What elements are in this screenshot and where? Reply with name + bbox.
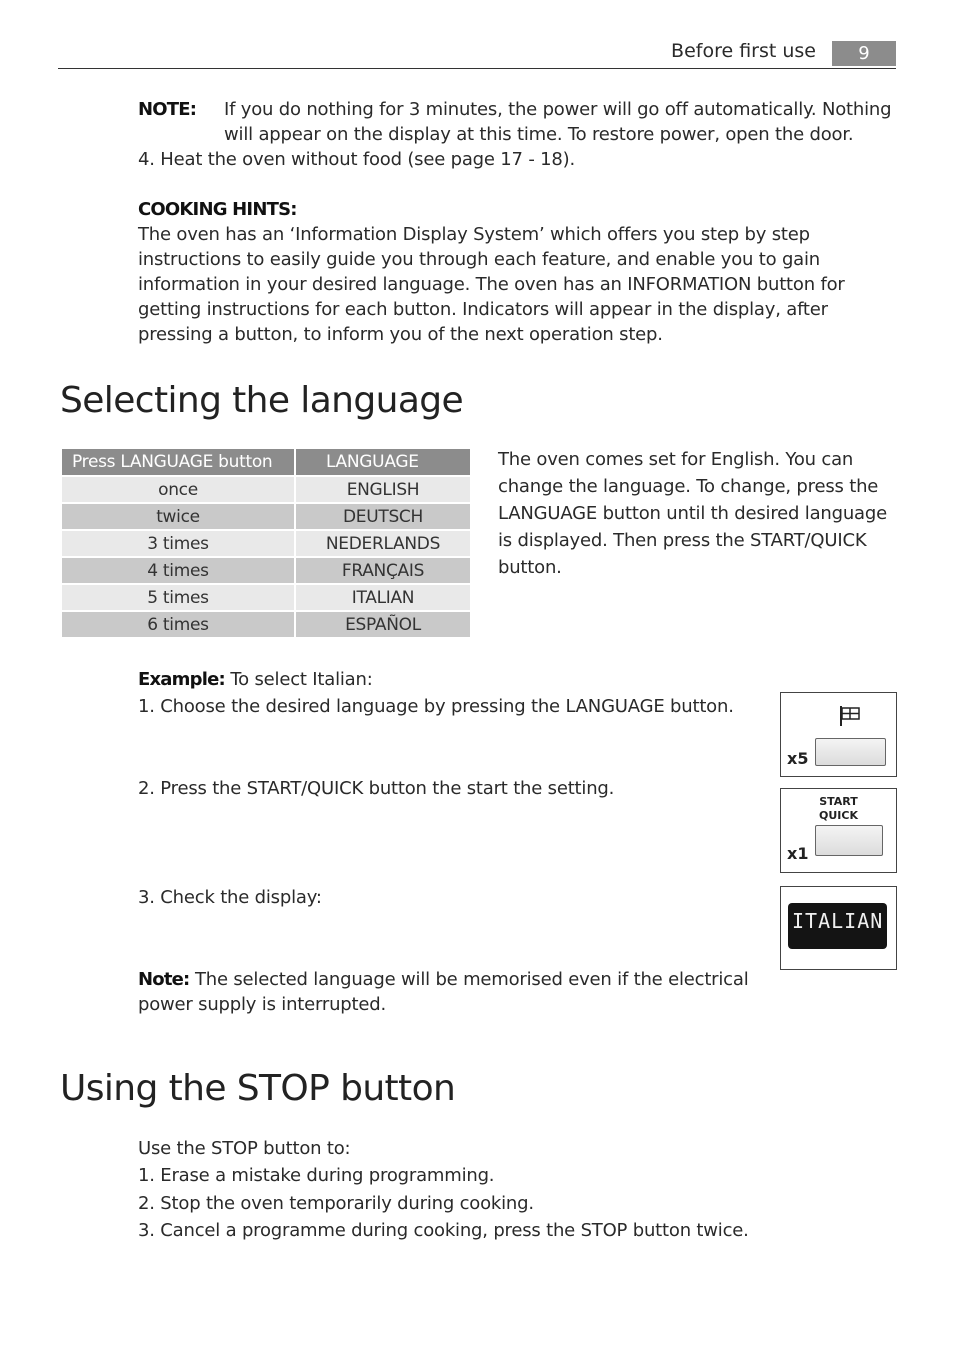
language-intro-line: button.	[498, 557, 562, 578]
table-header-row	[61, 448, 471, 476]
stop-item: 1. Erase a mistake during programming.	[138, 1165, 495, 1186]
example-step-3: 3. Check the display:	[138, 887, 322, 908]
quick-label: QUICK	[819, 809, 858, 822]
header-section-title: Before first use	[671, 40, 816, 62]
note-line-1: If you do nothing for 3 minutes, the power will go off automatically. Nothing	[224, 99, 892, 120]
press-count: x1	[787, 844, 809, 863]
example-heading	[138, 667, 373, 692]
example-step-1: 1. Choose the desired language by pressing the LANGUAGE button.	[138, 696, 734, 717]
table-cell-presses: 5 times	[61, 584, 295, 611]
stop-item: 3. Cancel a programme during cooking, press the STOP button twice.	[138, 1220, 749, 1241]
display-text: ITALIAN	[792, 909, 884, 933]
table-cell-language: ESPAÑOL	[295, 611, 471, 638]
stop-intro: Use the STOP button to:	[138, 1138, 351, 1159]
table-cell-language: ITALIAN	[295, 584, 471, 611]
cooking-hints-line: instructions to easily guide you through each feature, and enable you to gain	[138, 249, 821, 270]
language-key[interactable]	[815, 738, 886, 766]
table-cell-presses: twice	[61, 503, 295, 530]
example-text: To select Italian:	[224, 669, 373, 690]
start-label: START	[819, 795, 858, 808]
oven-display	[788, 903, 887, 949]
language-intro-line: is displayed. Then press the START/QUICK	[498, 530, 867, 551]
note-label: NOTE:	[138, 99, 197, 120]
table-cell-language: FRANÇAIS	[295, 557, 471, 584]
table-cell-language: DEUTSCH	[295, 503, 471, 530]
press-count: x5	[787, 749, 809, 768]
cooking-hints-line: information in your desired language. The oven has an INFORMATION button for	[138, 274, 845, 295]
example-label: Example:	[138, 669, 225, 690]
section-title-stop-button: Using the STOP button	[60, 1068, 456, 1109]
table-cell-presses: once	[61, 476, 295, 503]
table-cell-language: NEDERLANDS	[295, 530, 471, 557]
table-row	[61, 476, 471, 503]
header-rule	[58, 68, 896, 69]
table-row	[61, 530, 471, 557]
note2-line-2: power supply is interrupted.	[138, 994, 387, 1015]
language-intro-line: change the language. To change, press the	[498, 476, 879, 497]
language-table	[60, 447, 472, 639]
cooking-hints-label: COOKING HINTS:	[138, 199, 297, 220]
stop-item: 2. Stop the oven temporarily during cooking.	[138, 1193, 534, 1214]
table-cell-presses: 4 times	[61, 557, 295, 584]
table-row	[61, 503, 471, 530]
cooking-hints-line: getting instructions for each button. Indicators will appear in the display, after	[138, 299, 828, 320]
table-cell-language: ENGLISH	[295, 476, 471, 503]
note2-line-1	[138, 967, 749, 992]
language-intro-line: The oven comes set for English. You can	[498, 449, 854, 470]
table-header-presses: Press LANGUAGE button	[61, 448, 295, 476]
language-intro	[498, 446, 887, 581]
table-header-language: LANGUAGE	[295, 448, 471, 476]
start-quick-key[interactable]	[815, 825, 883, 856]
table-cell-presses: 6 times	[61, 611, 295, 638]
note2-label: Note:	[138, 969, 190, 990]
language-intro-line: LANGUAGE button until th desired language	[498, 503, 887, 524]
example-step-2: 2. Press the START/QUICK button the start the setting.	[138, 778, 615, 799]
table-row	[61, 584, 471, 611]
table-row	[61, 611, 471, 638]
note2-text: The selected language will be memorised even if the electrical	[189, 969, 749, 990]
page-number: 9	[832, 41, 896, 66]
table-cell-presses: 3 times	[61, 530, 295, 557]
note-line-2: will appear on the display at this time. To restore power, open the door.	[224, 124, 854, 145]
flag-icon	[839, 705, 861, 731]
cooking-hints-line: The oven has an ‘Information Display System’ which offers you step by step	[138, 224, 810, 245]
cooking-hints-line: pressing a button, to inform you of the next operation step.	[138, 324, 663, 345]
figure-language-button	[780, 692, 897, 777]
figure-start-quick-button	[780, 788, 897, 873]
figure-display	[780, 886, 897, 970]
table-row	[61, 557, 471, 584]
section-title-selecting-language: Selecting the language	[60, 380, 464, 421]
step-4: 4. Heat the oven without food (see page 17 - 18).	[138, 149, 575, 170]
